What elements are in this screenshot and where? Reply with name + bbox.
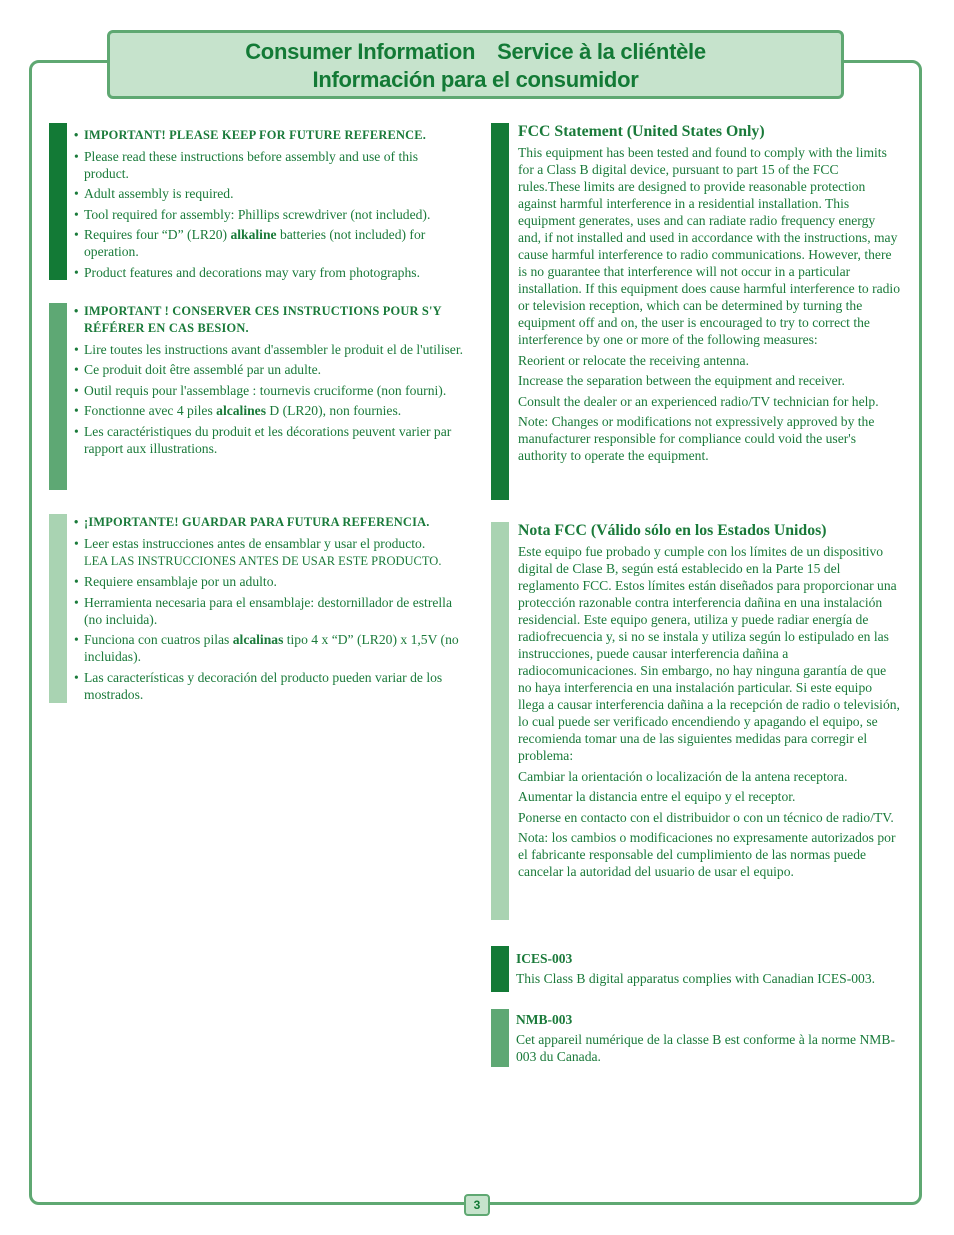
fcc-es-measure: Cambiar la orientación o localización de la antena receptora.	[518, 768, 848, 784]
list-item: • Outil requis pour l'assemblage : tournevis cruciforme (non fourni).	[74, 382, 464, 399]
list-item: • Funciona con cuatros pilas alcalinas tipo 4 x “D” (LR20) x 1,5V (no incluidas).	[74, 631, 469, 665]
ices-color-bar	[491, 946, 509, 992]
title-english: Consumer Information	[245, 39, 476, 64]
fcc-es-title: Nota FCC (Válido sólo en los Estados Unidos)	[518, 522, 827, 539]
list-item: • Herramienta necesaria para el ensamblaje: destornillador de estrella (no incluida).	[74, 594, 469, 628]
title-spanish: Información para el consumidor	[312, 67, 639, 92]
nmb-section	[516, 1011, 901, 1069]
french-section	[74, 303, 464, 460]
fcc-es-measure: Aumentar la distancia entre el equipo y el receptor.	[518, 789, 796, 804]
list-item: • Requiere ensamblaje por un adulto.	[74, 573, 469, 590]
fcc-measure: Reorient or relocate the receiving antenna.	[518, 352, 749, 368]
list-item: • Requires four “D” (LR20) alkaline batteries (not included) for operation.	[74, 226, 464, 260]
fcc-measure: Consult the dealer or an experienced radio/TV technician for help.	[518, 393, 879, 409]
ices-title: ICES-003	[516, 951, 573, 966]
list-item: • IMPORTANT! PLEASE KEEP FOR FUTURE REFERENCE.	[74, 127, 464, 144]
nmb-color-bar	[491, 1009, 509, 1067]
fcc-es-statement	[518, 521, 900, 884]
list-item: • Les caractéristiques du produit et les décorations peuvent varier par rapport aux illustrations.	[74, 423, 464, 457]
french-color-bar	[49, 303, 67, 490]
fcc-color-bar	[491, 123, 509, 500]
nmb-title: NMB-003	[516, 1012, 573, 1027]
fcc-es-measure: Ponerse en contacto con el distribuidor o con un técnico de radio/TV.	[518, 809, 894, 825]
english-color-bar	[49, 123, 67, 280]
title-french: Service à la cliéntèle	[497, 39, 706, 64]
fcc-note: Note: Changes or modifications not expressively approved by the manufacturer responsible for compliance could void the user's authority to operate the equipment.	[518, 414, 875, 463]
nmb-body: Cet appareil numérique de la classe B est conforme à la norme NMB-003 du Canada.	[516, 1032, 895, 1064]
page-number: 3	[464, 1194, 490, 1216]
list-item: • Product features and decorations may vary from photographs.	[74, 264, 464, 281]
ices-body: This Class B digital apparatus complies with Canadian ICES-003.	[516, 971, 876, 986]
fcc-es-note: Nota: los cambios o modificaciones no expresamente autorizados por el fabricante responsable del cumplimiento de las normas puede cancelar la autoridad del usuario de usar el equipo.	[518, 830, 896, 879]
list-item: • Las características y decoración del producto pueden variar de los mostrados.	[74, 669, 469, 703]
ices-section	[516, 950, 901, 991]
fcc-measure: Increase the separation between the equipment and receiver.	[518, 373, 845, 388]
list-item: • ¡IMPORTANTE! GUARDAR PARA FUTURA REFERENCIA.	[74, 514, 469, 531]
fcc-title: FCC Statement (United States Only)	[518, 123, 765, 140]
spanish-color-bar	[49, 514, 67, 703]
list-item: • Leer estas instrucciones antes de ensamblar y usar el producto. LEA LAS INSTRUCCIONES ANTES DE USAR ESTE PRODUCTO.	[74, 535, 469, 570]
fcc-statement	[518, 122, 900, 468]
list-item: • Lire toutes les instructions avant d'assembler le produit el de l'utiliser.	[74, 341, 464, 358]
list-item: • Please read these instructions before assembly and use of this product.	[74, 148, 464, 182]
page-title	[107, 30, 844, 99]
list-item: • Tool required for assembly: Phillips screwdriver (not included).	[74, 206, 464, 223]
english-section	[74, 127, 464, 284]
spanish-section	[74, 514, 469, 706]
fcc-es-body: Este equipo fue probado y cumple con los límites de un dispositivo digital de Clase B, según está establecido en la Parte 15 del reglamento FCC. Estos límites están diseñados para proporcionar una protección razonable contra interferencia dañina en una instalación residencial. Este equipo genera, utiliza y puede radiar energía de radiofrecuencia y, si no se instala y utiliza según lo estipulado en las instrucciones, puede causar interferencia dañina a radiocomunicaciones. Sin embargo, no hay ninguna garantía de que no haya interferencia en una instalación particular. Si este equipo llega a causar interferencia dañina a la recepción de radio o televisión, lo cual puede ser verificado encendiendo y apagando el equipo, se recomienda tomar una de las siguientes medidas para corregir el problema:	[518, 544, 900, 763]
fcc-es-color-bar	[491, 522, 509, 920]
list-item: • Ce produit doit être assemblé par un adulte.	[74, 361, 464, 378]
list-item: • Adult assembly is required.	[74, 185, 464, 202]
list-item: • IMPORTANT ! CONSERVER CES INSTRUCTIONS POUR S'Y RÉFÉRER EN CAS BESION.	[74, 303, 464, 337]
list-item: • Fonctionne avec 4 piles alcalines D (LR20), non fournies.	[74, 402, 464, 419]
fcc-body: This equipment has been tested and found to comply with the limits for a Class B digital device, pursuant to part 15 of the FCC rules.These limits are designed to provide reasonable protection against harmful interference in a residential installation. This equipment generates, uses and can radiate radio frequency energy and, if not installed and used in accordance with the instructions, may cause harmful interference to radio communications. However, there is no guarantee that interference will not occur in a particular installation. If this equipment does cause harmful interference to radio or television reception, which can be determined by turning the equipment off and on, the user is encouraged to try to correct the interference by one or more of the following measures:	[518, 145, 901, 347]
